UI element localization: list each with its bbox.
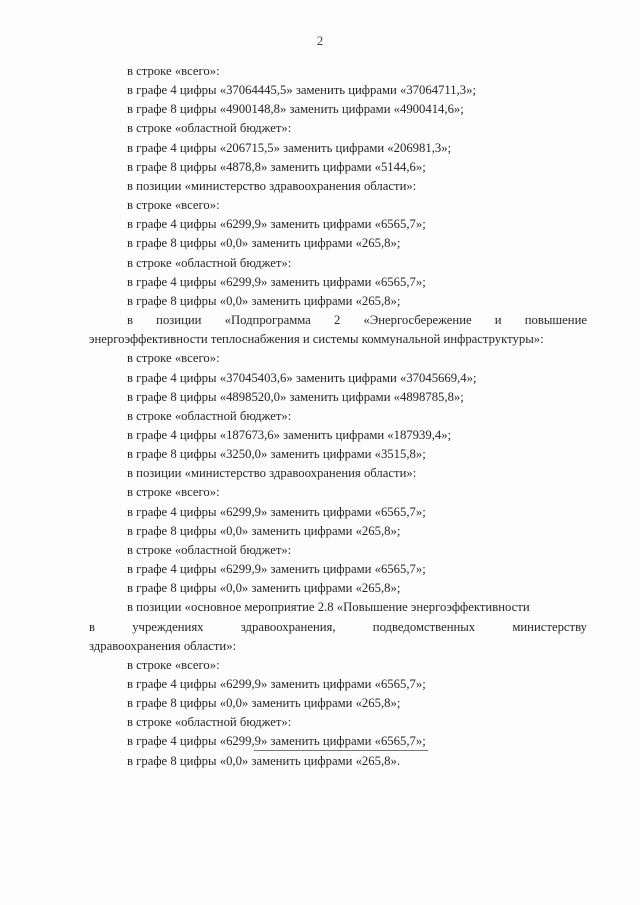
text-line: в графе 4 цифры «6299,9» заменить цифрами «6565,7»; <box>127 562 426 577</box>
text-line: в графе 8 цифры «0,0» заменить цифрами «265,8»; <box>127 581 401 596</box>
text-line: в строке «всего»: <box>127 485 220 500</box>
text-line: в графе 8 цифры «4898520,0» заменить цифрами «4898785,8»; <box>127 389 464 404</box>
text-line: в строке «областной бюджет»: <box>127 542 292 557</box>
text-line: в графе 8 цифры «0,0» заменить цифрами «265,8»; <box>127 696 401 711</box>
text-line: в строке «областной бюджет»: <box>127 715 292 730</box>
text-line: в графе 8 цифры «0,0» заменить цифрами «265,8»; <box>127 523 401 538</box>
text-line: в строке «всего»: <box>127 657 220 672</box>
text-line: в графе 8 цифры «4878,8» заменить цифрами «5144,6»; <box>127 159 426 174</box>
text-line: в позиции «министерство здравоохранения области»: <box>127 178 417 193</box>
text-line-continuation: здравоохранения области»: <box>89 638 237 653</box>
text-line: в графе 4 цифры «206715,5» заменить цифрами «206981,3»; <box>127 140 452 155</box>
text-line: в строке «областной бюджет»: <box>127 255 292 270</box>
text-line-justified: в учреждениях здравоохранения, подведомственных министерству <box>89 619 587 634</box>
text-line: в графе 4 цифры «6299,9» заменить цифрами «6565,7»; <box>127 274 426 289</box>
text-line: в позиции «министерство здравоохранения области»: <box>127 466 417 481</box>
text-line: в графе 8 цифры «3250,0» заменить цифрами «3515,8»; <box>127 447 426 462</box>
text-line: в графе 8 цифры «0,0» заменить цифрами «265,8»; <box>127 236 401 251</box>
text-line: в графе 4 цифры «6299,9» заменить цифрами «6565,7»; <box>127 677 426 691</box>
page-number: 2 <box>316 33 324 48</box>
text-line: в строке «всего»: <box>127 351 220 366</box>
text-line: в графе 4 цифры «37064445,5» заменить цифрами «37064711,3»; <box>127 83 477 98</box>
text-line: в графе 4 цифры «6299,9» заменить цифрами «6565,7»; <box>127 734 426 749</box>
text-line: в строке «всего»: <box>127 64 220 78</box>
text-line: в графе 8 цифры «0,0» заменить цифрами «265,8». <box>127 753 400 768</box>
text-line: в строке «всего»: <box>127 198 220 213</box>
text-line: в графе 4 цифры «37045403,6» заменить цифрами «37045669,4»; <box>127 370 477 385</box>
text-line: в строке «областной бюджет»: <box>127 408 292 423</box>
document-body <box>89 62 587 771</box>
text-line: в графе 4 цифры «187673,6» заменить цифрами «187939,4»; <box>127 427 452 442</box>
text-line: в графе 8 цифры «0,0» заменить цифрами «265,8»; <box>127 293 401 308</box>
text-line: в графе 4 цифры «6299,9» заменить цифрами «6565,7»; <box>127 504 426 519</box>
text-line-continuation: энергоэффективности теплоснабжения и системы коммунальной инфраструктуры»: <box>89 332 544 347</box>
end-rule-divider <box>254 750 428 751</box>
text-line: в графе 4 цифры «6299,9» заменить цифрами «6565,7»; <box>127 217 426 232</box>
text-line: в строке «областной бюджет»: <box>127 121 292 136</box>
text-line: в графе 8 цифры «4900148,8» заменить цифрами «4900414,6»; <box>127 102 464 117</box>
text-line-justified: в позиции «Подпрограмма 2 «Энергосбережение и повышение <box>127 313 587 328</box>
text-line: в позиции «основное мероприятие 2.8 «Повышение энергоэффективности <box>127 600 530 615</box>
